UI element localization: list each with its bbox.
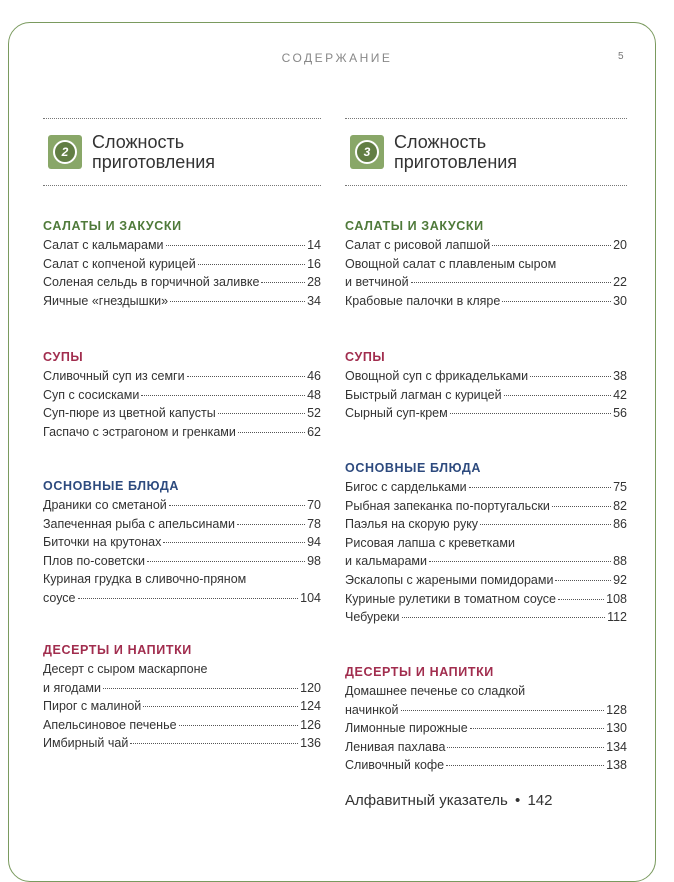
dot-leader [179,725,299,726]
section-soups [345,348,627,423]
right-column [345,118,627,773]
toc-entry[interactable] [43,236,321,255]
dot-leader [198,264,305,265]
entry-page-number: 82 [613,498,627,513]
entry-page-number: 108 [606,591,627,606]
entry-title-line: Домашнее печенье со сладкой [345,684,526,698]
section-mains [345,459,627,627]
dot-leader [218,413,305,414]
entry-page-number: 52 [307,406,321,421]
dot-leader [530,376,611,377]
entry-page-number: 38 [613,369,627,383]
entry-title: Суп с сосисками [43,387,140,402]
entry-title: Крабовые палочки в кляре [345,293,501,308]
toc-entry[interactable] [43,533,321,552]
dot-leader [469,487,611,488]
dot-leader [402,617,606,618]
dot-leader [261,282,305,283]
dot-leader [170,301,305,302]
toc-entry[interactable] [345,497,627,516]
section-mains [43,477,321,608]
entry-page-number: 34 [307,293,321,308]
dot-leader [492,245,611,246]
toc-entry[interactable] [43,404,321,423]
toc-entry[interactable] [43,292,321,311]
entry-page-number: 94 [307,535,321,550]
dot-leader [169,505,305,506]
dot-leader [411,282,612,283]
entry-title: Биточки на крутонах [43,535,162,550]
difficulty-badge-icon [48,135,82,169]
dot-leader [163,542,305,543]
entry-page-number: 112 [607,610,627,625]
entry-title-line: Рисовая лапша с креветками [345,535,515,550]
entry-page-number: 22 [613,275,627,290]
entry-page-number: 78 [307,516,321,531]
dot-leader [143,706,298,707]
section-title: САЛАТЫ И ЗАКУСКИ [345,219,484,233]
dot-leader [446,765,604,766]
divider [43,185,321,186]
difficulty-title: Сложность приготовления [394,132,518,172]
toc-entry[interactable] [345,292,627,311]
entry-page-number: 92 [613,572,627,587]
difficulty-number: 3 [355,140,379,164]
entry-page-number: 30 [613,293,627,308]
toc-entry[interactable] [43,255,321,274]
dot-leader [166,245,306,246]
toc-entry[interactable] [43,386,321,405]
index-label: Алфавитный указатель [345,792,508,809]
section-soups [43,348,321,441]
entry-title: Соленая сельдь в горчичной заливке [43,275,260,290]
dot-leader [555,580,611,581]
toc-entry[interactable] [345,738,627,757]
entry-page-number: 98 [307,553,321,568]
entry-title-line: Куриная грудка в сливочно-пряном [43,572,247,587]
entry-page-number: 130 [606,721,627,736]
running-title: СОДЕРЖАНИЕ [281,51,393,65]
entry-title: Имбирный чай [43,736,129,751]
toc-entry[interactable] [345,719,627,738]
difficulty-badge-icon [350,135,384,169]
entry-title: Куриные рулетики в томатном соусе [345,591,556,606]
entry-title: Яичные «гнездышки» [43,293,169,308]
entry-page-number: 128 [606,702,627,717]
entry-title: Сливочный кофе [345,758,445,773]
dot-leader [187,376,305,377]
dot-leader [552,506,611,507]
entry-title: Бигос с сардельками [345,480,467,494]
entry-title: Салат с кальмарами [43,238,164,252]
entry-title: и ягодами [43,680,102,695]
toc-entry[interactable] [43,570,321,607]
difficulty-number: 2 [53,140,77,164]
entry-title: Лимонные пирожные [345,721,468,736]
section-desserts [43,641,321,753]
dot-leader [130,743,298,744]
entry-title: Запеченная рыба с апельсинами [43,516,235,531]
toc-entry[interactable] [43,367,321,386]
toc-entry[interactable] [345,756,627,775]
entry-page-number: 20 [613,238,627,252]
dot-leader [450,413,611,414]
toc-entry[interactable] [43,697,321,716]
section-title: ОСНОВНЫЕ БЛЮДА [345,461,481,475]
section-title: ДЕСЕРТЫ И НАПИТКИ [345,665,494,679]
section-salads [43,217,321,310]
entry-page-number: 46 [307,369,321,383]
difficulty-title: Сложность приготовления [92,132,216,172]
entry-page-number: 62 [307,424,321,439]
toc-entry[interactable] [345,534,627,571]
entry-title: Чебуреки [345,610,400,625]
entry-page-number: 136 [300,736,321,751]
dot-leader [470,728,604,729]
dot-leader [141,395,305,396]
toc-entry[interactable] [43,423,321,442]
toc-entry[interactable] [43,552,321,571]
left-column [43,118,321,751]
entry-title: Драники со сметаной [43,498,167,512]
entry-page-number: 75 [613,480,627,494]
index-page: 142 [527,792,553,809]
toc-entry[interactable] [345,590,627,609]
entry-title: Ленивая пахлава [345,739,446,754]
toc-entry[interactable] [345,404,627,423]
toc-entry[interactable] [345,515,627,534]
dot-leader [78,598,299,599]
entry-page-number: 28 [307,275,321,290]
entry-page-number: 86 [613,517,627,532]
entry-page-number: 138 [606,758,627,773]
entry-page-number: 124 [300,699,321,714]
entry-page-number: 126 [300,717,321,732]
section-title: СУПЫ [345,350,386,364]
dot-leader [558,599,604,600]
entry-title: Пирог с малиной [43,699,142,714]
entry-title: и ветчиной [345,275,409,290]
section-title: ОСНОВНЫЕ БЛЮДА [43,479,179,493]
entry-title: Овощной суп с фрикадельками [345,369,529,383]
entry-title: Быстрый лагман с курицей [345,387,502,402]
entry-page-number: 48 [307,387,321,402]
entry-title: начинкой [345,702,399,717]
dot-leader [103,688,298,689]
entry-page-number: 104 [300,590,321,605]
dot-leader [237,524,305,525]
entry-title: Сырный суп-крем [345,406,448,421]
entry-page-number: 70 [307,498,321,512]
entry-page-number: 42 [613,387,627,402]
toc-entry[interactable] [43,496,321,515]
entry-page-number: 88 [613,554,627,569]
toc-entry[interactable] [43,273,321,292]
toc-entry[interactable] [345,386,627,405]
entry-title: Эскалопы с жареными помидорами [345,572,554,587]
entry-page-number: 14 [307,238,321,252]
difficulty-header [345,119,627,185]
dot-leader [429,561,611,562]
entry-page-number: 134 [606,739,627,754]
section-title: СУПЫ [43,350,84,364]
entry-title: Апельсиновое печенье [43,717,177,732]
toc-entry[interactable] [345,608,627,627]
entry-title: Плов по-советски [43,553,146,568]
toc-entry[interactable] [43,734,321,753]
section-title: САЛАТЫ И ЗАКУСКИ [43,219,182,233]
difficulty-header [43,119,321,185]
dot-leader [480,524,611,525]
toc-entry[interactable] [345,571,627,590]
entry-title-line: Овощной салат с плавленым сыром [345,256,557,271]
entry-page-number: 120 [300,680,321,695]
page-number: 5 [618,51,624,62]
bullet-icon: • [515,792,521,809]
dot-leader [147,561,305,562]
dot-leader [401,710,605,711]
entry-title: Сливочный суп из семги [43,369,185,383]
entry-title: и кальмарами [345,554,427,569]
section-title: ДЕСЕРТЫ И НАПИТКИ [43,643,192,657]
toc-entry[interactable] [345,236,627,255]
toc-entry[interactable] [43,716,321,735]
toc-entry[interactable] [43,515,321,534]
section-desserts [345,663,627,775]
toc-entry[interactable] [345,255,627,292]
entry-title-line: Десерт с сыром маскарпоне [43,662,208,676]
divider [345,185,627,186]
entry-title: Суп-пюре из цветной капусты [43,406,216,421]
entry-page-number: 56 [613,406,627,421]
entry-title: соусе [43,590,76,605]
entry-title: Рыбная запеканка по-португальски [345,498,550,513]
toc-entry[interactable] [43,660,321,697]
entry-title: Гаспачо с эстрагоном и гренками [43,424,236,439]
alphabetical-index[interactable] [345,792,552,809]
toc-entry[interactable] [345,682,627,719]
entry-title: Салат с копченой курицей [43,256,196,271]
entry-title: Паэлья на скорую руку [345,517,479,532]
section-salads [345,217,627,310]
toc-entry[interactable] [345,478,627,497]
dot-leader [502,301,611,302]
toc-entry[interactable] [345,367,627,386]
entry-page-number: 16 [307,256,321,271]
dot-leader [238,432,305,433]
dot-leader [447,747,604,748]
dot-leader [504,395,611,396]
entry-title: Салат с рисовой лапшой [345,238,491,252]
